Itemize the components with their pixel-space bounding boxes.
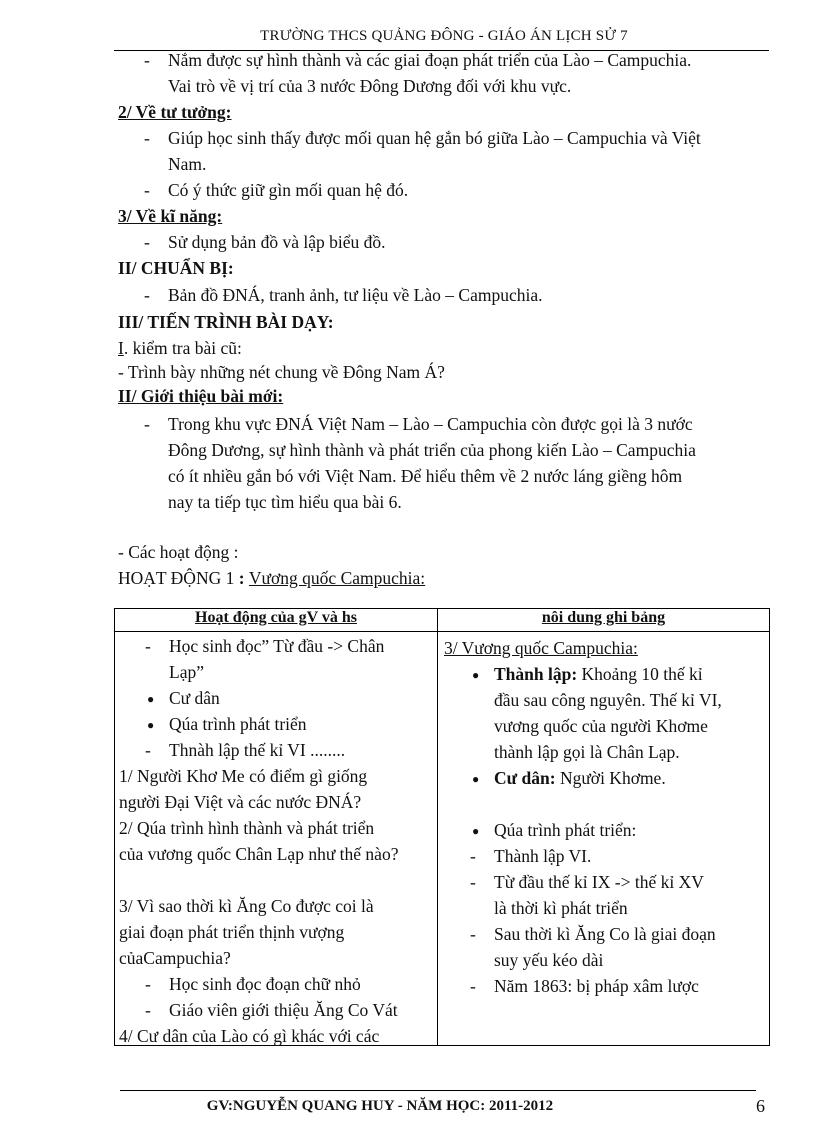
activities-label: - Các hoạt động : [118, 542, 239, 562]
left-line: ● Cư dân [169, 688, 220, 709]
activity-table [114, 608, 770, 1046]
right-line: là thời kì phát triển [494, 898, 628, 918]
right-line: ● Thành lập: Khoảng 10 thế kỉ [494, 664, 703, 685]
right-line: - Năm 1863: bị pháp xâm lược [494, 976, 699, 997]
intro-heading-text: II/ Giới thiệu bài mới: [118, 386, 284, 406]
thought-item-1a: - Giúp học sinh thấy được mối quan hệ gắn bó giữa Lào – Campuchia và Việt [168, 128, 701, 149]
skills-item-1: - Sử dụng bản đồ và lập biểu đồ. [168, 232, 386, 253]
activity-1-label: HOẠT ĐỘNG 1 [118, 568, 235, 588]
left-line: 2/ Qúa trình hình thành và phát triển [119, 818, 375, 838]
right-line: - Từ đầu thế kỉ IX -> thế kỉ XV [494, 872, 704, 893]
check-text: . kiểm tra bài cũ: [123, 338, 242, 358]
intro-heading [118, 386, 283, 407]
right-heading: 3/ Vương quốc Campuchia: [444, 638, 638, 658]
process-heading: III/ TIẾN TRÌNH BÀI DẠY: [118, 312, 334, 332]
thought-item-2: - Có ý thức giữ gìn mối quan hệ đó. [168, 180, 408, 201]
left-line: 1/ Người Khơ Me có điểm gì giống [119, 766, 368, 786]
left-line: người Đại Việt và các nước ĐNÁ? [119, 792, 362, 812]
left-line: củaCampuchia? [119, 948, 231, 968]
right-line: suy yếu kéo dài [494, 950, 604, 970]
prep-item-1: - Bản đồ ĐNÁ, tranh ảnh, tư liệu về Lào – Campuchia. [168, 285, 542, 306]
thought-heading: 2/ Về tư tưởng: [118, 102, 232, 122]
thought-item-1b: Nam. [168, 154, 207, 174]
activity-1-sep: : [234, 568, 249, 588]
left-line: 4/ Cư dân của Lào có gì khác với các [119, 1026, 380, 1046]
col-header-notes: nôi dung ghi bảng [438, 609, 770, 632]
table-row [115, 632, 770, 1046]
left-line: giai đoạn phát triển thịnh vượng [119, 922, 345, 942]
prep-heading: II/ CHUẨN BỊ: [118, 258, 234, 278]
left-line: - Học sinh đọc đoạn chữ nhỏ [169, 974, 361, 995]
left-cell [115, 632, 438, 1046]
objective-line-2: Vai trò về vị trí của 3 nước Đông Dương đối với khu vực. [168, 76, 572, 96]
intro-line-2: Đông Dương, sự hình thành và phát triển của phong kiến Lào – Campuchia [168, 440, 696, 460]
page-number: 6 [756, 1096, 765, 1116]
left-line: - Thnàh lập thế kỉ VI ........ [169, 740, 345, 761]
left-line: 3/ Vì sao thời kì Ăng Co được coi là [119, 896, 374, 916]
page-footer: GV:NGUYỄN QUANG HUY - NĂM HỌC: 2011-2012 [206, 1098, 554, 1114]
intro-line-4: nay ta tiếp tục tìm hiểu qua bài 6. [168, 492, 402, 512]
right-line: ● Cư dân: Người Khơme. [494, 768, 666, 789]
right-line: đầu sau công nguyên. Thế kỉ VI, [494, 690, 722, 710]
table-header-row [115, 609, 770, 632]
left-line: - Học sinh đọc” Từ đầu -> Chân [169, 636, 384, 657]
left-line: ● Qúa trình phát triển [169, 714, 307, 735]
left-line: Lạp” [169, 662, 204, 682]
activity-1-heading [118, 568, 425, 589]
left-line: - Giáo viên giới thiệu Ăng Co Vát [169, 1000, 398, 1021]
intro-line-1: - Trong khu vực ĐNÁ Việt Nam – Lào – Campuchia còn được gọi là 3 nước [168, 414, 693, 435]
intro-line-3: có ít nhiều gắn bó với Việt Nam. Để hiểu thêm về 2 nước láng giềng hôm [168, 466, 683, 486]
objective-line-1: - Nắm được sự hình thành và các giai đoạn phát triển của Lào – Campuchia. [168, 50, 691, 71]
page-header: TRƯỜNG THCS QUẢNG ĐÔNG - GIÁO ÁN LỊCH SỬ 7 [260, 28, 628, 44]
activity-1-title: Vương quốc Campuchia: [248, 568, 426, 588]
right-line: - Thành lập VI. [494, 846, 591, 867]
col-header-activities: Hoạt động của gV và hs [115, 609, 438, 632]
footer-rule [120, 1090, 756, 1091]
right-line: - Sau thời kì Ăng Co là giai đoạn [494, 924, 716, 945]
skills-heading: 3/ Về kĩ năng: [118, 206, 223, 226]
right-line: vương quốc của người Khơme [494, 716, 708, 736]
check-question: - Trình bày những nét chung về Đông Nam Á? [118, 362, 445, 382]
left-line: của vương quốc Chân Lạp như thế nào? [119, 844, 399, 864]
check-number: I [118, 338, 124, 358]
check-heading [118, 338, 242, 359]
right-line: thành lập gọi là Chân Lạp. [494, 742, 680, 762]
right-cell [438, 632, 770, 1046]
right-line: ● Qúa trình phát triển: [494, 820, 636, 841]
